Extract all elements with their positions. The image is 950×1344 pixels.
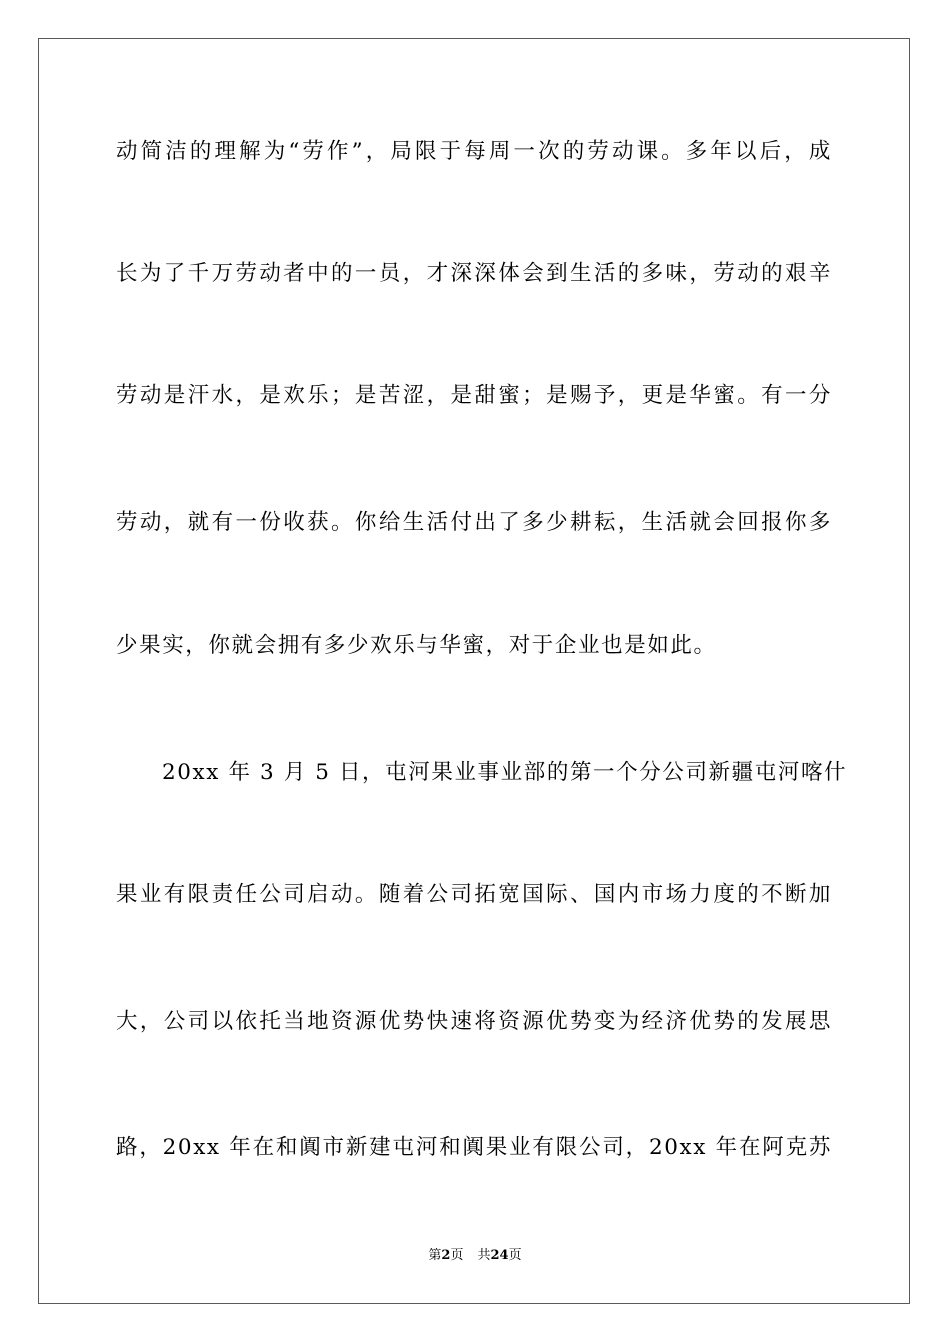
page-border [38, 38, 910, 1304]
text-line-7: 果业有限责任公司启动。随着公司拓宽国际、国内市场力度的不断加 [116, 882, 832, 907]
total-label-suffix: 页 [508, 1248, 522, 1263]
page-label-suffix: 页 [450, 1248, 464, 1263]
total-label-prefix: 共 [477, 1248, 491, 1263]
text-line-1: 动简洁的理解为“劳作”，局限于每周一次的劳动课。多年以后，成 [116, 139, 832, 164]
paragraph-start-line: 20xx 年 3 月 5 日，屯河果业事业部的第一个分公司新疆屯河喀什 [162, 760, 848, 785]
page-number: 2 [441, 1248, 451, 1263]
text-line-8: 大，公司以依托当地资源优势快速将资源优势变为经济优势的发展思 [116, 1009, 832, 1034]
page-label-prefix: 第 [428, 1248, 442, 1263]
total-pages: 24 [490, 1248, 509, 1263]
text-line-3: 劳动是汗水，是欢乐；是苦涩，是甜蜜；是赐予，更是华蜜。有一分 [116, 383, 832, 408]
text-line-2: 长为了千万劳动者中的一员，才深深体会到生活的多味，劳动的艰辛 [116, 261, 832, 286]
text-line-9: 路，20xx 年在和阗市新建屯河和阗果业有限公司，20xx 年在阿克苏 [116, 1135, 832, 1160]
text-line-5: 少果实，你就会拥有多少欢乐与华蜜，对于企业也是如此。 [116, 633, 717, 658]
text-line-4: 劳动，就有一份收获。你给生活付出了多少耕耘，生活就会回报你多 [116, 510, 832, 535]
page-footer [0, 1248, 950, 1264]
